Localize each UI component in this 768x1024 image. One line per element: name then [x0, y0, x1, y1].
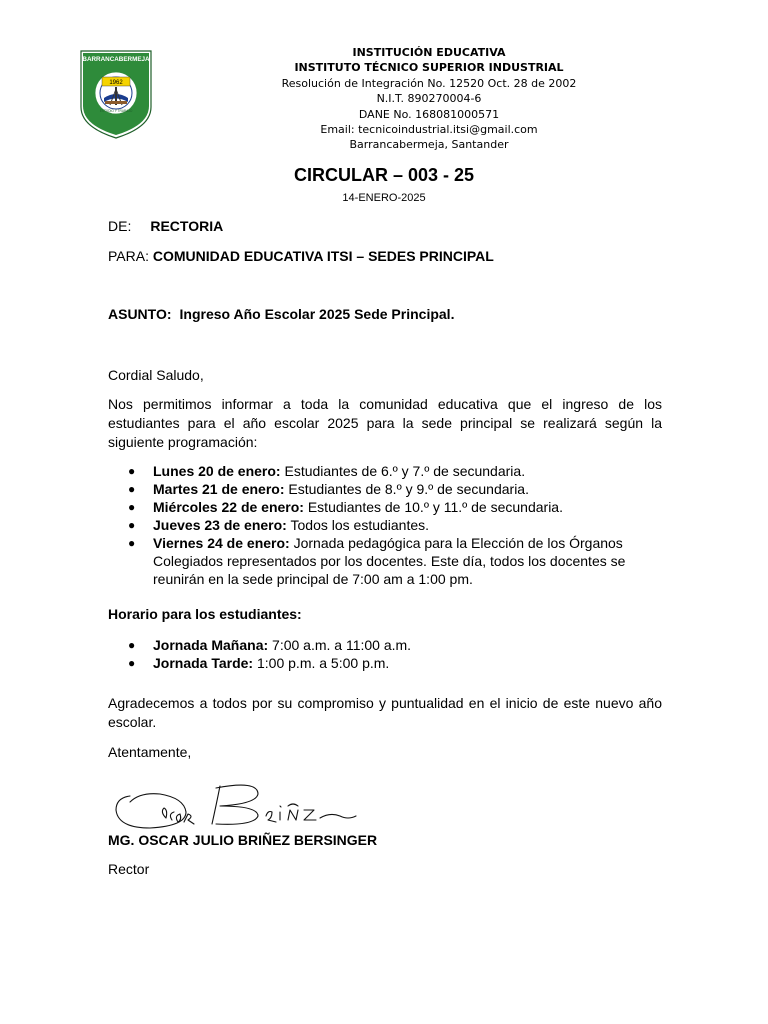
subject-label: ASUNTO:: [108, 306, 172, 322]
schedule-text: Estudiantes de 10.º y 11.º de secundaria.: [303, 499, 563, 515]
closing-paragraph: Agradecemos a todos por su compromiso y puntualidad en el inicio de este nuevo año escolar.: [108, 695, 662, 730]
logo-year: 1962: [109, 80, 123, 86]
bullet-icon: ●: [128, 482, 136, 496]
schedule-text: Estudiantes de 6.º y 7.º de secundaria.: [280, 463, 526, 479]
schedule-list: [108, 462, 662, 588]
horario-item: [108, 636, 662, 654]
schedule-item: [108, 462, 662, 480]
logo-ring-text: ESTUDIO Y TRABAJO: [99, 109, 133, 113]
schedule-day: Jueves 23 de enero:: [153, 517, 287, 533]
horario-text: 7:00 a.m. a 11:00 a.m.: [268, 637, 412, 653]
schedule-text: Estudiantes de 8.º y 9.º de secundaria.: [284, 481, 529, 497]
bullet-icon: ●: [128, 536, 136, 550]
schedule-day: Martes 21 de enero:: [153, 481, 285, 497]
signer-role: Rector: [108, 861, 150, 877]
bullet-icon: ●: [128, 500, 136, 514]
farewell: Atentamente,: [108, 744, 192, 760]
schedule-item: [108, 480, 662, 498]
from-line: [108, 217, 223, 236]
signer-name: MG. OSCAR JULIO BRIÑEZ BERSINGER: [108, 832, 378, 848]
city-text: Barrancabermeja, Santander: [349, 138, 509, 152]
nit-text: N.I.T. 890270004-6: [376, 92, 482, 106]
circular-date: 14-ENERO-2025: [342, 192, 426, 204]
bullet-icon: ●: [128, 638, 136, 652]
subject-line: [108, 305, 454, 324]
institution-header: [200, 45, 658, 153]
bullet-icon: ●: [128, 518, 136, 532]
institution-line1: INSTITUCIÓN EDUCATIVA: [352, 46, 506, 59]
signature-image: [108, 776, 358, 834]
circular-title: CIRCULAR – 003 - 25: [293, 165, 475, 185]
horario-title: Horario para los estudiantes:: [108, 606, 302, 622]
greeting: Cordial Saludo,: [108, 367, 204, 383]
from-label: DE:: [108, 218, 132, 234]
bullet-icon: ●: [128, 656, 136, 670]
horario-list: [108, 636, 662, 672]
logo-top-text: BARRANCABERMEJA: [82, 56, 150, 63]
institution-line2: INSTITUTO TÉCNICO SUPERIOR INDUSTRIAL: [294, 61, 564, 75]
from-value: RECTORIA: [150, 218, 224, 234]
schedule-item: [108, 516, 662, 534]
schedule-day: Lunes 20 de enero:: [153, 463, 281, 479]
schedule-day: Miércoles 22 de enero:: [153, 499, 304, 515]
school-shield-logo: [80, 49, 152, 139]
horario-text: 1:00 p.m. a 5:00 p.m.: [253, 655, 390, 671]
schedule-item: [108, 498, 662, 516]
to-line: [108, 247, 494, 266]
intro-paragraph: Nos permitimos informar a toda la comunidad educativa que el ingreso de los estudiantes para el año escolar 2025 para la sede principal se realizará según la siguiente programación:: [108, 396, 662, 450]
subject-value: Ingreso Año Escolar 2025 Sede Principal.: [179, 306, 455, 322]
schedule-text: Todos los estudiantes.: [286, 517, 430, 533]
schedule-item: [108, 534, 662, 588]
resolution-text: Resolución de Integración No. 12520 Oct. 28 de 2002: [281, 76, 577, 90]
to-label: PARA:: [108, 248, 149, 264]
schedule-day: Viernes 24 de enero:: [153, 535, 290, 551]
email-text: Email: tecnicoindustrial.itsi@gmail.com: [320, 123, 538, 137]
horario-item: [108, 654, 662, 672]
horario-label: Jornada Mañana:: [153, 637, 269, 653]
dane-text: DANE No. 168081000571: [358, 107, 500, 121]
horario-label: Jornada Tarde:: [153, 655, 254, 671]
bullet-icon: ●: [128, 464, 136, 478]
schedule-text: Jornada pedagógica para la Elección de los Órganos Colegiados representados por los docentes. Este día, todos los docentes se reunirán en la sede principal de 7:00 am a 1:00 pm.: [153, 535, 626, 587]
to-value: COMUNIDAD EDUCATIVA ITSI – SEDES PRINCIPAL: [152, 248, 494, 264]
